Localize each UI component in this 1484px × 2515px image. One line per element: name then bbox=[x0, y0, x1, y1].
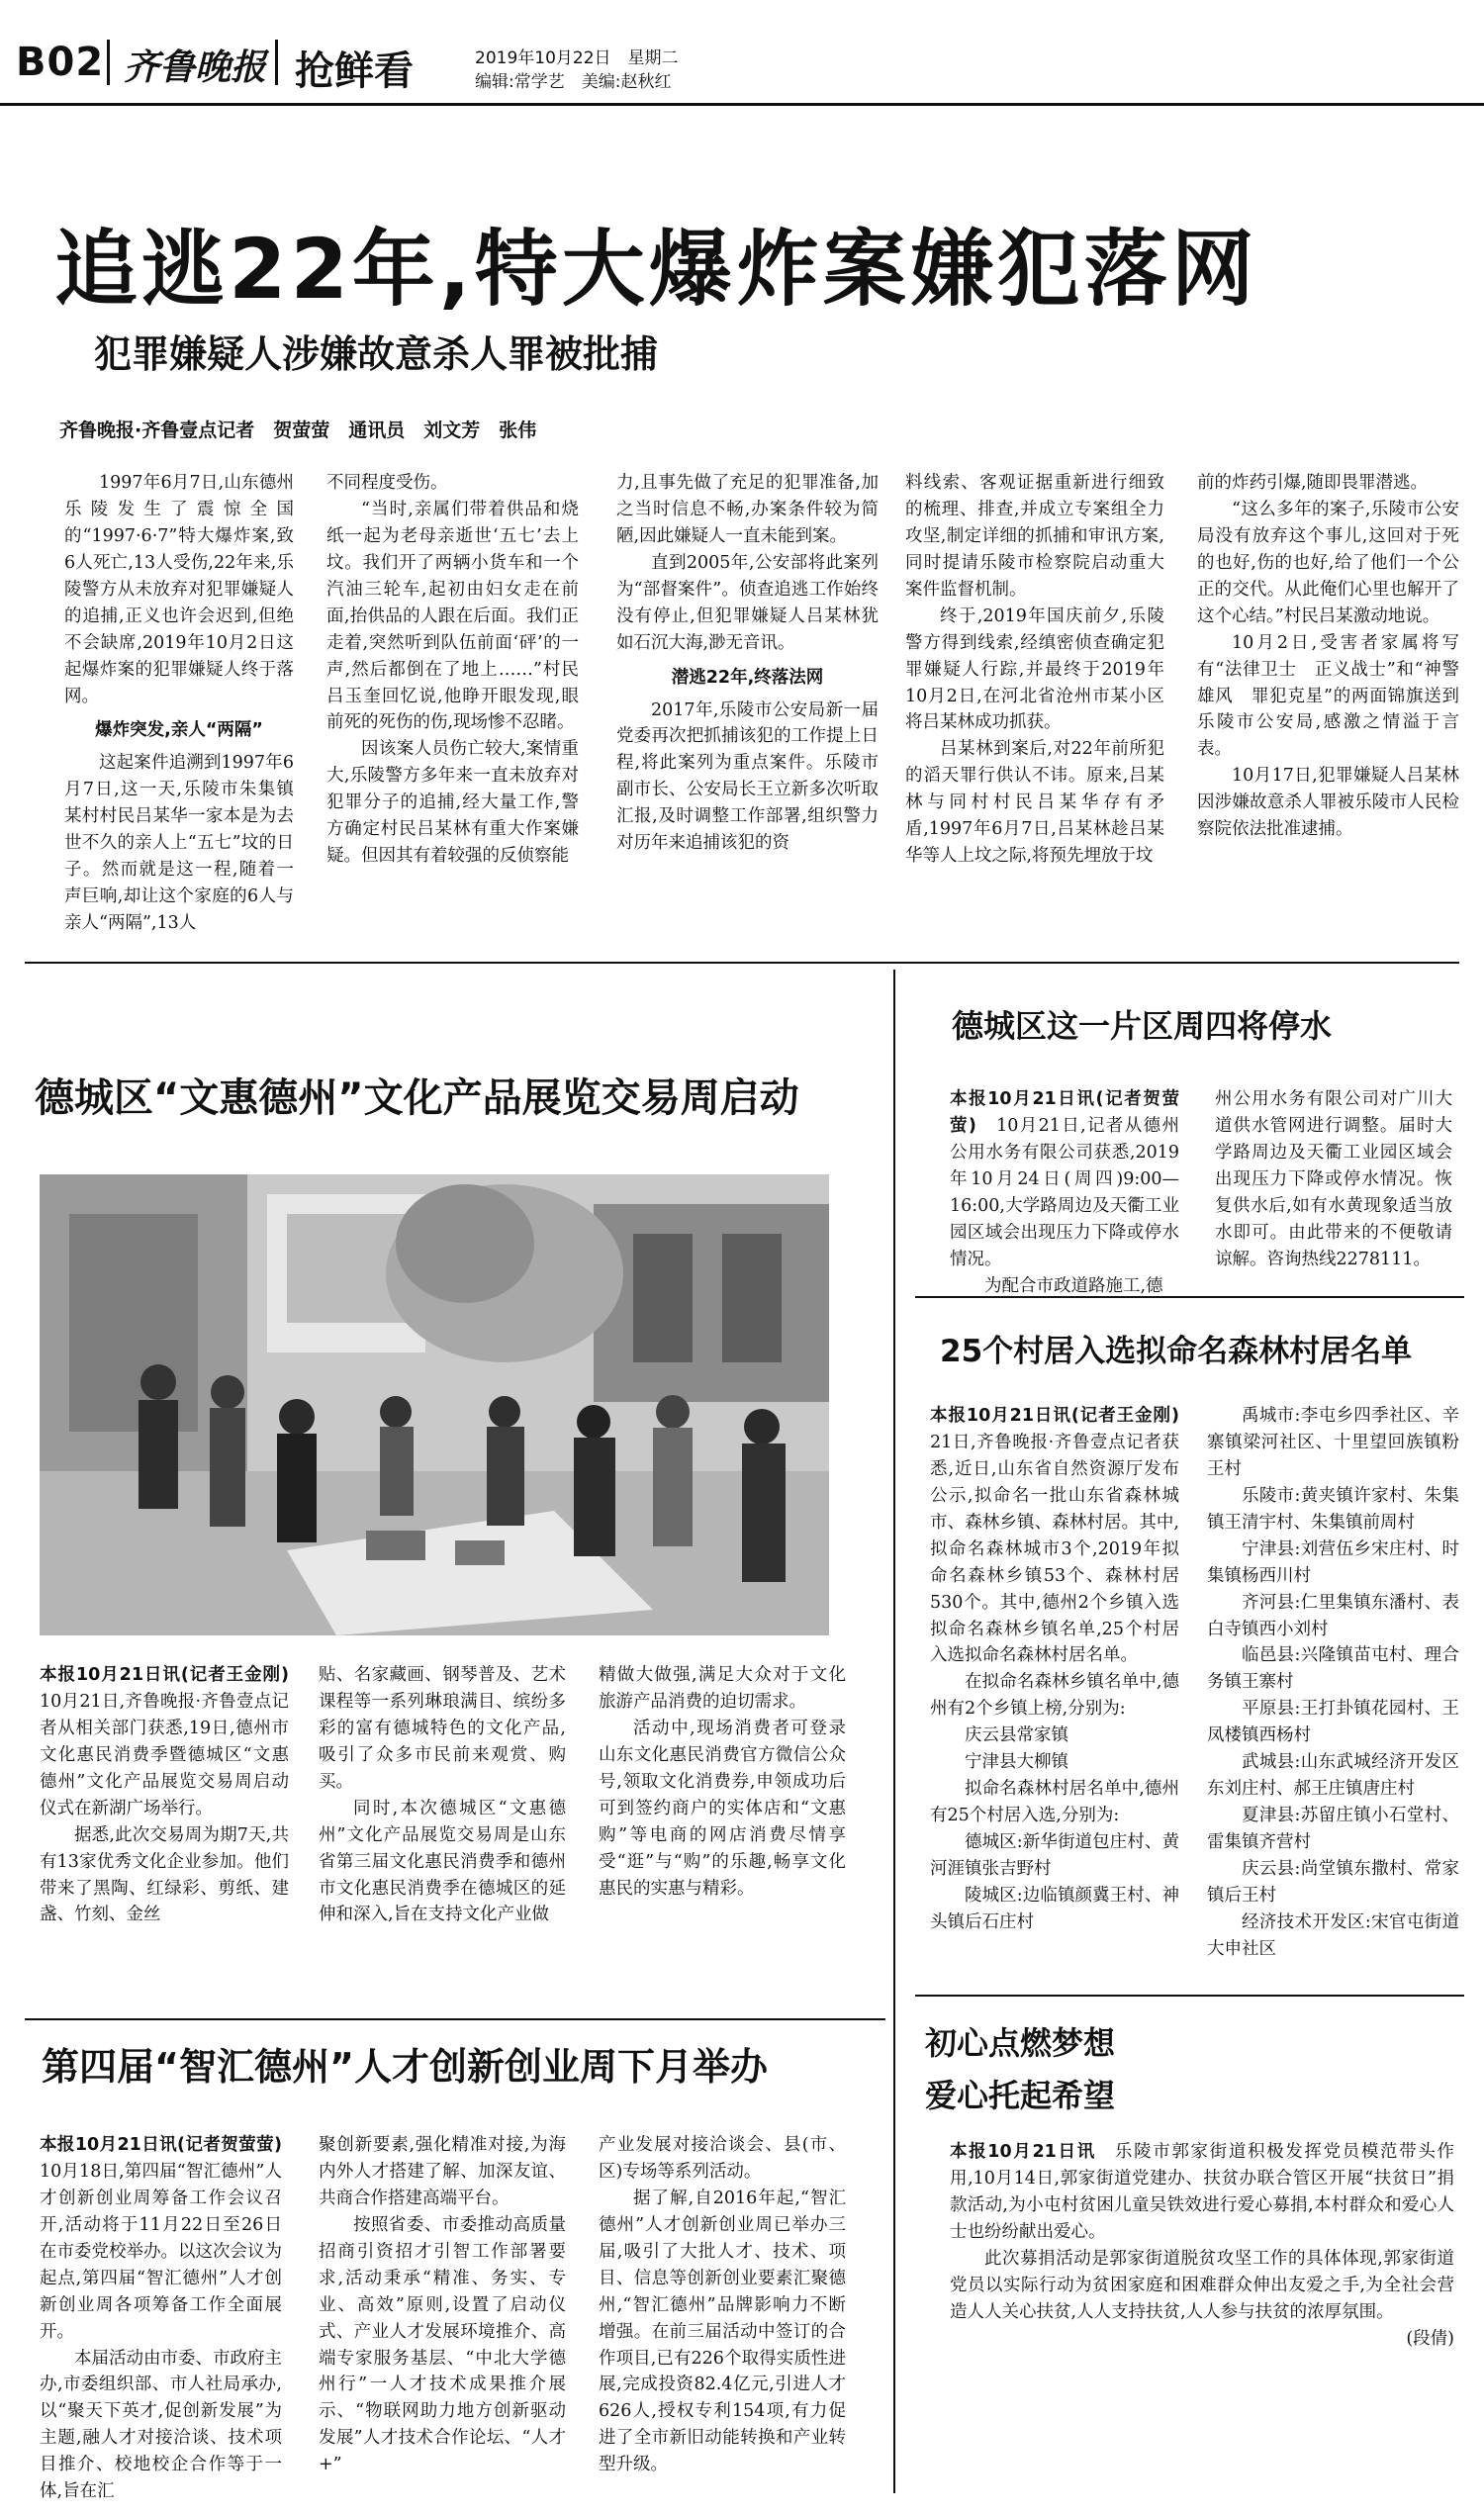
dateline: 本报10月21日讯(记者王金刚) bbox=[40, 1665, 289, 1685]
list-item: 德城区:新华街道包庄村、黄河涯镇张吉野村 bbox=[930, 1832, 1179, 1879]
paragraph bbox=[40, 2132, 282, 2346]
paragraph: “当时,亲属们带着供品和烧纸一起为老母亲逝世‘五七’去上坟。我们开了两辆小货车和一个汽油三轮车,起初由妇女走在前面,抬供品的人跟在后面。我们正走着,突然听到队伍前面‘砰’的一声,然后都倒在了地上……”村民吕玉奎回忆说,他睁开眼发现,眼前死的死伤的伤,现场惨不忍睹。 bbox=[326, 499, 579, 733]
story5-column-2 bbox=[319, 2132, 566, 2508]
story4-column-1 bbox=[930, 1403, 1179, 1977]
dateline: 本报10月21日讯(记者贺萤萤) bbox=[950, 1089, 1179, 1136]
story1-column-4 bbox=[905, 470, 1164, 940]
issue-date: 2019年10月22日 星期二 bbox=[475, 48, 679, 68]
section-heading: 潜逃22年,终落法网 bbox=[671, 667, 824, 688]
list-item: 庆云县常家镇 bbox=[965, 1725, 1068, 1746]
story6-body bbox=[950, 2139, 1454, 2505]
paragraph: 为配合市政道路施工,德 bbox=[984, 1275, 1163, 1296]
story1-column-3 bbox=[616, 470, 879, 940]
paragraph: 前的炸药引爆,随即畏罪潜逃。 bbox=[1197, 473, 1429, 493]
paragraph-text: 10月21日,齐鲁晚报·齐鲁壹点记者从相关部门获悉,19日,德州市文化惠民消费季暨德城区“文惠德州”文化产品展览交易周启动仪式在新湖广场举行。 bbox=[40, 1691, 289, 1818]
paragraph: 2017年,乐陵市公安局新一届党委再次把抓捕该犯的工作提上日程,将此案列为重点案件。乐陵市副市长、公安局长王立新多次听取汇报,及时调整工作部署,组织警力对历年来追捕该犯的资 bbox=[616, 699, 879, 854]
list-item: 夏津县:苏留庄镇小石堂村、雷集镇齐营村 bbox=[1207, 1806, 1459, 1852]
paragraph: 在拟命名森林乡镇名单中,德州有2个乡镇上榜,分别为: bbox=[930, 1672, 1179, 1720]
story1-column-1 bbox=[64, 470, 294, 940]
column-divider bbox=[893, 970, 895, 2493]
editors-credit: 编辑:常学艺 美编:赵秋红 bbox=[475, 72, 672, 92]
section-heading: 爆炸突发,亲人“两隔” bbox=[95, 720, 263, 741]
dateline: 本报10月21日讯 bbox=[950, 2142, 1096, 2162]
paragraph bbox=[930, 1403, 1179, 1669]
story3-column-2 bbox=[1215, 1086, 1452, 1324]
header-divider bbox=[275, 40, 278, 85]
event-photo-image bbox=[40, 1174, 829, 1635]
page-number: B02 bbox=[16, 40, 105, 85]
list-item: 陵城区:边临镇颜冀王村、神头镇后石庄村 bbox=[930, 1885, 1179, 1932]
story2-column-2 bbox=[319, 1662, 566, 2018]
paragraph: 产业发展对接洽谈会、县(市、区)专场等系列活动。 bbox=[599, 2135, 846, 2182]
story6-headline-line1: 初心点燃梦想 bbox=[925, 2024, 1116, 2062]
paragraph-text: 21日,齐鲁晚报·齐鲁壹点记者获悉,近日,山东省自然资源厅发布公示,拟命名一批山东省森林城市、森林乡镇、森林村居。其中,拟命名森林城市3个,2019年拟命名森林乡镇53个、森林村居530个。其中,德州2个乡镇入选拟命名森林乡镇名单,25个村居入选拟命名森林村居名单。 bbox=[930, 1432, 1179, 1666]
paragraph: 贴、名家藏画、钢琴普及、艺术课程等一系列琳琅满目、缤纷多彩的富有德城特色的文化产品,吸引了众多市民前来观赏、购买。 bbox=[319, 1665, 566, 1792]
list-item: 临邑县:兴隆镇苗屯村、理合务镇王寨村 bbox=[1207, 1645, 1459, 1693]
story2-column-1 bbox=[40, 1662, 289, 2018]
list-item: 禹城市:李屯乡四季社区、辛寨镇梁河社区、十里望回族镇粉王村 bbox=[1207, 1406, 1459, 1479]
paragraph-text: 10月18日,第四届“智汇德州”人才创新创业周筹备工作会议召开,活动将于11月22日至26日在市委党校举办。以这次会议为起点,第四届“智汇德州”人才创新创业周各项筹备工作全面展开。 bbox=[40, 2161, 282, 2342]
paragraph: 同时,本次德城区“文惠德州”文化产品展览交易周是山东省第三届文化惠民消费季和德州市文化惠民消费季在德城区的延伸和深入,旨在支持文化产业做 bbox=[319, 1798, 566, 1925]
list-item: 平原县:王打卦镇花园村、王凤楼镇西杨村 bbox=[1207, 1699, 1459, 1746]
story3-column-1 bbox=[950, 1086, 1179, 1324]
paragraph: 据了解,自2016年起,“智汇德州”人才创新创业周已举办三届,吸引了大批人才、技术、项目、信息等创新创业要素汇聚德州,“智汇德州”品牌影响力不断增强。在前三届活动中签订的合作项目,已有226个取得实质性进展,完成投资82.4亿元,引进人才626人,授权专利154项,有力促进了全市新旧动能转换和产业转型升级。 bbox=[599, 2188, 846, 2475]
story6-headline-line2: 爱心托起希望 bbox=[925, 2077, 1116, 2114]
story1-column-5 bbox=[1197, 470, 1459, 940]
paragraph: 因该案人员伤亡较大,案情重大,乐陵警方多年来一直未放弃对犯罪分子的追捕,经大量工作,警方确定村民吕某林有重大作案嫌疑。但因其有着较强的反侦察能 bbox=[326, 739, 579, 867]
header-divider bbox=[107, 40, 110, 85]
list-item: 宁津县大柳镇 bbox=[965, 1752, 1068, 1773]
paragraph: 不同程度受伤。 bbox=[326, 473, 448, 493]
story5-headline: 第四届“智汇德州”人才创新创业周下月举办 bbox=[42, 2045, 768, 2089]
dateline: 本报10月21日讯(记者贺萤萤) bbox=[40, 2135, 282, 2155]
byline: 齐鲁晚报·齐鲁壹点记者 贺萤萤 通讯员 刘文芳 张伟 bbox=[59, 419, 537, 441]
story-divider bbox=[25, 962, 1459, 964]
paragraph: 这起案件追溯到1997年6月7日,这一天,乐陵市朱集镇某村村民吕某华一家本是为去世不久的亲人上“五七”坟的日子。然而就是这一程,随着一声巨响,却让这个家庭的6人与亲人“两隔”,13人 bbox=[64, 753, 294, 933]
paragraph bbox=[40, 1662, 289, 1822]
paragraph: 10月2日,受害者家属将写有“法律卫士 正义战士”和“神警雄风 罪犯克星”的两面锦旗送到乐陵市公安局,感激之情溢于言表。 bbox=[1197, 632, 1459, 760]
paragraph: 活动中,现场消费者可登录山东文化惠民消费官方微信公众号,领取文化消费券,申领成功后可到签约商户的实体店和“文惠购”等电商的网店消费尽情享受“逛”与“购”的乐趣,畅享文化惠民的实惠与精彩。 bbox=[599, 1718, 846, 1899]
paragraph: 聚创新要素,强化精准对接,为海内外人才搭建了解、加深友谊、共商合作搭建高端平台。 bbox=[319, 2135, 566, 2208]
paragraph: 据悉,此次交易周为期7天,共有13家优秀文化企业参加。他们带来了黑陶、红绿彩、剪纸、建盏、竹刻、金丝 bbox=[40, 1824, 289, 1925]
paragraph: 直到2005年,公安部将此案列为“部督案件”。侦查追逃工作始终没有停止,但犯罪嫌疑人吕某林犹如石沉大海,渺无音讯。 bbox=[616, 552, 879, 653]
header-rule bbox=[0, 103, 1484, 106]
section-name: 抢鲜看 bbox=[295, 48, 414, 94]
paper-logo: 齐鲁晚报 bbox=[124, 47, 267, 88]
list-item: 齐河县:仁里集镇东潘村、表白寺镇西小刘村 bbox=[1207, 1592, 1459, 1639]
story-divider bbox=[915, 1296, 1464, 1298]
story2-column-3 bbox=[599, 1662, 846, 2018]
paragraph-text: 10月21日,记者从德州公用水务有限公司获悉,2019年10月24日(周四)9:00—16:00,大学路周边及天衢工业园区域会出现压力下降或停水情况。 bbox=[950, 1115, 1179, 1269]
paragraph: 按照省委、市委推动高质量招商引资招才引智工作部署要求,活动秉承“精准、务实、专业、高效”原则,设置了启动仪式、产业人才发展环境推介、高端专家服务基层、“中北大学德州行”一人才技术成果推介展示、“物联网助力地方创新驱动发展”人才技术合作论坛、“人才+” bbox=[319, 2214, 566, 2475]
story-divider bbox=[915, 1995, 1464, 1997]
story1-column-2 bbox=[326, 470, 579, 940]
list-item: 武城县:山东武城经济开发区东刘庄村、郝王庄镇唐庄村 bbox=[1207, 1752, 1459, 1800]
story-divider bbox=[25, 2018, 885, 2020]
headline-main: 追逃22年,特大爆炸案嫌犯落网 bbox=[54, 221, 1258, 318]
headline-sub: 犯罪嫌疑人涉嫌故意杀人罪被批捕 bbox=[94, 332, 659, 376]
paragraph-text: 乐陵市郭家街道积极发挥党员模范带头作用,10月14日,郭家街道党建办、扶贫办联合管区开展“扶贫日”捐款活动,为小屯村贫困儿童吴铁效进行爱心募捐,本村群众和爱心人士也纷纷献出爱心。 bbox=[950, 2142, 1454, 2242]
list-item: 宁津县:刘营伍乡宋庄村、时集镇杨西川村 bbox=[1207, 1538, 1459, 1586]
story5-column-1 bbox=[40, 2132, 282, 2508]
story5-column-3 bbox=[599, 2132, 846, 2508]
list-item: 庆云县:尚堂镇东撒村、常家镇后王村 bbox=[1207, 1858, 1459, 1906]
paragraph: 终于,2019年国庆前夕,乐陵警方得到线索,经缜密侦查确定犯罪嫌疑人行踪,并最终于2019年10月2日,在河北省沧州市某小区将吕某林成功抓获。 bbox=[905, 605, 1164, 733]
paragraph: 本届活动由市委、市政府主办,市委组织部、市人社局承办,以“聚天下英才,促创新发展”为主题,融人才对接洽谈、技术项目推介、校地校企合作等于一体,旨在汇 bbox=[40, 2348, 282, 2502]
paragraph: 此次募捐活动是郭家街道脱贫攻坚工作的具体体现,郭家街道党员以实际行动为贫困家庭和困难群众伸出友爱之手,为全社会营造人人关心扶贫,人人支持扶贫,人人参与扶贫的浓厚氛围。 bbox=[950, 2248, 1454, 2322]
paragraph: 拟命名森林村居名单中,德州有25个村居入选,分别为: bbox=[930, 1779, 1179, 1826]
story3-headline: 德城区这一片区周四将停水 bbox=[952, 1007, 1333, 1045]
paragraph bbox=[950, 2139, 1454, 2246]
paragraph bbox=[950, 1086, 1179, 1273]
story4-column-2 bbox=[1207, 1403, 1459, 1977]
event-photo bbox=[40, 1174, 829, 1635]
paragraph: 10月17日,犯罪嫌疑人吕某林因涉嫌故意杀人罪被乐陵市人民检察院依法批准逮捕。 bbox=[1197, 766, 1459, 840]
paragraph: 1997年6月7日,山东德州乐陵发生了震惊全国的“1997·6·7”特大爆炸案,致6人死亡,13人受伤,22年来,乐陵警方从未放弃对犯罪嫌疑人的追捕,正义也许会迟到,但绝不会缺席,2019年10月2日这起爆炸案的犯罪嫌疑人终于落网。 bbox=[64, 473, 294, 706]
paragraph: 料线索、客观证据重新进行细致的梳理、排查,并成立专案组全力攻坚,制定详细的抓捕和审讯方案,同时提请乐陵市检察院启动重大案件监督机制。 bbox=[905, 473, 1164, 600]
list-item: 经济技术开发区:宋官屯街道大申社区 bbox=[1207, 1911, 1459, 1959]
paragraph: 精做大做强,满足大众对于文化旅游产品消费的迫切需求。 bbox=[599, 1665, 846, 1712]
story2-headline: 德城区“文惠德州”文化产品展览交易周启动 bbox=[35, 1075, 799, 1121]
paragraph: 吕某林到案后,对22年前所犯的滔天罪行供认不讳。原来,吕某林与同村村民吕某华存有矛盾,1997年6月7日,吕某林趁吕某华等人上坟之际,将预先埋放于坟 bbox=[905, 739, 1164, 867]
paragraph: 州公用水务有限公司对广川大道供水管网进行调整。届时大学路周边及天衢工业园区域会出现压力下降或停水情况。恢复供水后,如有水黄现象适当放水即可。由此带来的不便敬请谅解。咨询热线2278111。 bbox=[1215, 1089, 1452, 1269]
dateline: 本报10月21日讯(记者王金刚) bbox=[930, 1406, 1179, 1426]
story4-headline: 25个村居入选拟命名森林村居名单 bbox=[940, 1334, 1413, 1369]
author-signoff: (段倩) bbox=[1406, 2328, 1454, 2349]
paragraph: “这么多年的案子,乐陵市公安局没有放弃这个事儿,这回对于死的也好,伤的也好,给了他们一个公正的交代。从此俺们心里也解开了这个心结。”村民吕某激动地说。 bbox=[1197, 499, 1459, 626]
paragraph: 力,且事先做了充足的犯罪准备,加之当时信息不畅,办案条件较为简陋,因此嫌疑人一直未能到案。 bbox=[616, 473, 879, 546]
list-item: 乐陵市:黄夹镇许家村、朱集镇王清宇村、朱集镇前周村 bbox=[1207, 1485, 1459, 1533]
